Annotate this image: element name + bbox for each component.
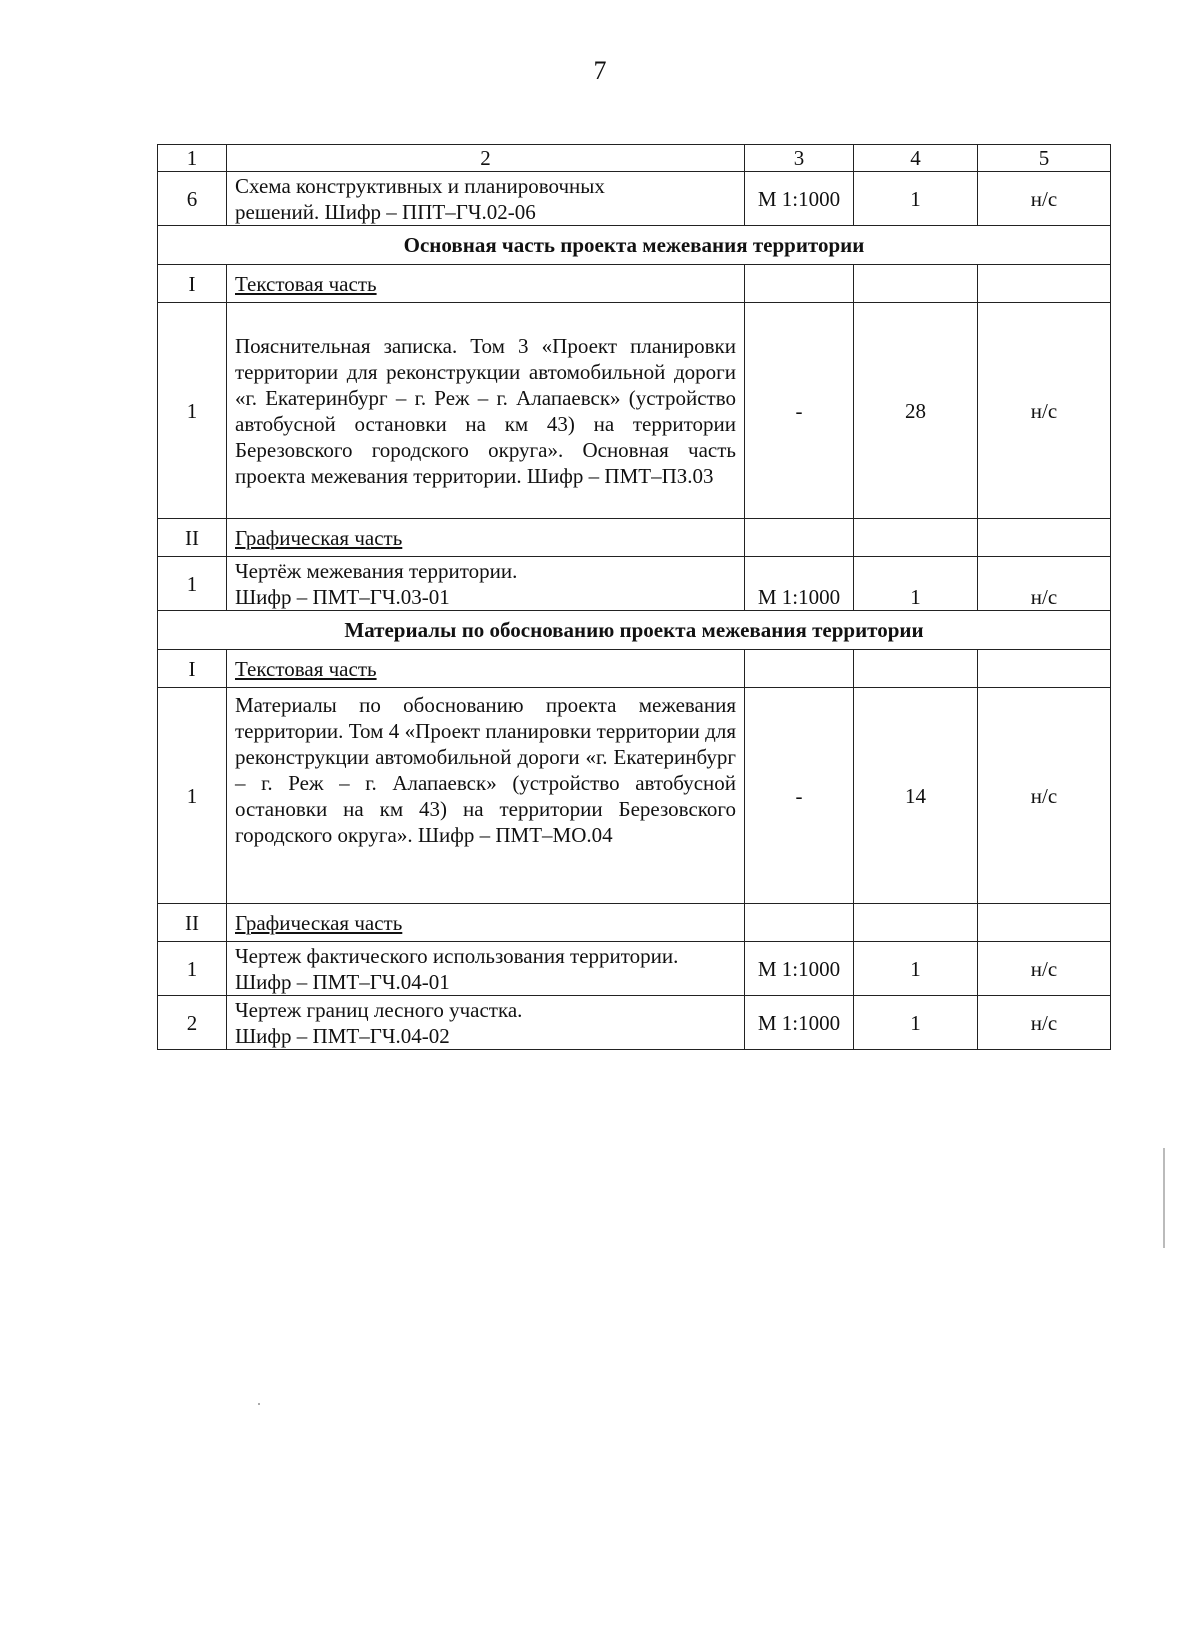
row-number: 6 — [158, 172, 227, 226]
table-row — [158, 942, 1111, 996]
empty-cell — [978, 265, 1111, 303]
row-description: Пояснительная записка. Том 3 «Проект планировки территории для реконструкции автомобильной дороги «г. Екатеринбург – г. Реж – г. Алапаевск» (устройство автобусной остановки на км 43) на территории Березовского городского округа». Основная часть проекта межевания территории. Шифр – ПМТ–ПЗ.03 — [227, 303, 745, 519]
description-line: Шифр – ПМТ–ГЧ.04-02 — [235, 1023, 450, 1048]
description-line: Чертёж межевания территории. — [235, 558, 518, 583]
page-number: 7 — [593, 56, 607, 85]
empty-cell — [978, 519, 1111, 557]
section-title: Материалы по обоснованию проекта межевания территории — [158, 611, 1111, 650]
subsection-label: Текстовая часть — [227, 265, 745, 303]
row-description — [227, 172, 745, 226]
row-sheets: 1 — [854, 172, 978, 226]
row-sheets: 14 — [854, 688, 978, 904]
empty-cell — [854, 650, 978, 688]
header-cell: 5 — [978, 145, 1111, 172]
row-description — [227, 996, 745, 1050]
row-number: 1 — [158, 688, 227, 904]
scan-speck — [258, 1403, 260, 1405]
section-row — [158, 611, 1111, 650]
empty-cell — [854, 519, 978, 557]
description-line: решений. Шифр – ППТ–ГЧ.02-06 — [235, 199, 536, 224]
documents-table — [157, 144, 1111, 1050]
description-line: Схема конструктивных и планировочных — [235, 173, 605, 198]
subsection-label: Графическая часть — [227, 904, 745, 942]
table-header-row — [158, 145, 1111, 172]
empty-cell — [854, 904, 978, 942]
header-cell: 3 — [745, 145, 854, 172]
subsection-label: Графическая часть — [227, 519, 745, 557]
subsection-row — [158, 265, 1111, 303]
row-status: н/с — [978, 303, 1111, 519]
row-status: н/с — [978, 942, 1111, 996]
empty-cell — [854, 265, 978, 303]
row-scale: М 1:1000 — [745, 172, 854, 226]
section-row — [158, 226, 1111, 265]
row-scale: М 1:1000 — [745, 996, 854, 1050]
description-line: Чертеж границ лесного участка. — [235, 997, 523, 1022]
row-description — [227, 942, 745, 996]
row-sheets: 1 — [854, 996, 978, 1050]
row-scale: - — [745, 303, 854, 519]
description-line: Шифр – ПМТ–ГЧ.03-01 — [235, 584, 450, 609]
subsection-number: II — [158, 519, 227, 557]
header-cell: 4 — [854, 145, 978, 172]
row-scale: - — [745, 688, 854, 904]
row-scale: М 1:1000 — [745, 942, 854, 996]
row-status: н/с — [978, 172, 1111, 226]
row-description — [227, 557, 745, 611]
subsection-number: I — [158, 650, 227, 688]
subsection-row — [158, 519, 1111, 557]
row-sheets: 28 — [854, 303, 978, 519]
row-number: 2 — [158, 996, 227, 1050]
description-line: Шифр – ПМТ–ГЧ.04-01 — [235, 969, 450, 994]
row-sheets: 1 — [854, 942, 978, 996]
table-row — [158, 172, 1111, 226]
row-scale: М 1:1000 — [745, 557, 854, 611]
row-sheets: 1 — [854, 557, 978, 611]
empty-cell — [745, 904, 854, 942]
row-number: 1 — [158, 942, 227, 996]
row-status: н/с — [978, 996, 1111, 1050]
empty-cell — [745, 650, 854, 688]
empty-cell — [978, 904, 1111, 942]
subsection-row — [158, 650, 1111, 688]
header-cell: 2 — [227, 145, 745, 172]
row-status: н/с — [978, 557, 1111, 611]
empty-cell — [978, 650, 1111, 688]
section-title: Основная часть проекта межевания территории — [158, 226, 1111, 265]
empty-cell — [745, 265, 854, 303]
table-row — [158, 557, 1111, 611]
subsection-label: Текстовая часть — [227, 650, 745, 688]
subsection-number: I — [158, 265, 227, 303]
table-row — [158, 688, 1111, 904]
empty-cell — [745, 519, 854, 557]
table-row — [158, 303, 1111, 519]
row-number: 1 — [158, 557, 227, 611]
row-status: н/с — [978, 688, 1111, 904]
header-cell: 1 — [158, 145, 227, 172]
description-line: Чертеж фактического использования территории. — [235, 943, 679, 968]
scan-artifact — [1163, 1148, 1165, 1248]
subsection-number: II — [158, 904, 227, 942]
row-description: Материалы по обоснованию проекта межевания территории. Том 4 «Проект планировки территории для реконструкции автомобильной дороги «г. Екатеринбург – г. Реж – г. Алапаевск» (устройство автобусной остановки на км 43) на территории Березовского городского округа». Шифр – ПМТ–МО.04 — [227, 688, 745, 904]
row-number: 1 — [158, 303, 227, 519]
subsection-row — [158, 904, 1111, 942]
table-row — [158, 996, 1111, 1050]
